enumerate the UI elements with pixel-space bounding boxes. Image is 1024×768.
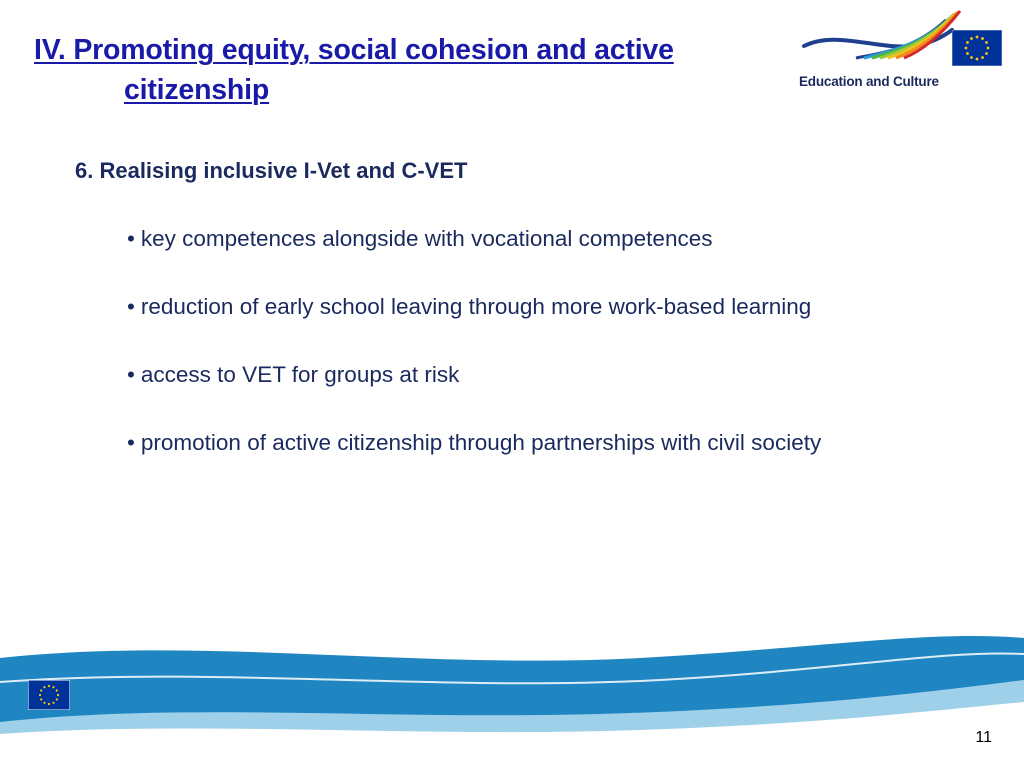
bullet-symbol: •: [127, 294, 135, 319]
eu-star-icon: [40, 689, 42, 691]
slide-title: [34, 30, 794, 110]
education-culture-caption: Education and Culture: [799, 74, 939, 89]
eu-star-icon: [48, 685, 50, 687]
eu-star-icon: [981, 37, 984, 40]
eu-star-icon: [39, 694, 41, 696]
bullet-text: key competences alongside with vocational competences: [140, 226, 713, 251]
eu-star-icon: [52, 702, 54, 704]
eu-star-icon: [966, 41, 969, 44]
eu-star-icon: [976, 58, 979, 61]
bullet-symbol: •: [127, 362, 135, 387]
bullet-item: [127, 358, 917, 392]
eu-star-icon: [985, 41, 988, 44]
eu-star-icon: [970, 56, 973, 59]
eu-star-icon: [970, 37, 973, 40]
bullet-item: [127, 222, 917, 256]
section-subheading: 6. Realising inclusive I-Vet and C-VET: [75, 158, 468, 183]
eu-star-icon: [981, 56, 984, 59]
eu-star-icon: [52, 686, 54, 688]
eu-star-icon: [965, 47, 968, 50]
bullet-text: reduction of early school leaving through more work-based learning: [140, 294, 812, 319]
eu-star-icon: [985, 52, 988, 55]
page-number: 11: [975, 729, 992, 746]
bullet-symbol: •: [127, 430, 135, 455]
bullet-list: [127, 222, 917, 494]
eu-star-icon: [987, 47, 990, 50]
footer-wave: [0, 610, 1024, 768]
eu-star-icon: [57, 694, 59, 696]
eu-star-icon: [56, 698, 58, 700]
eu-star-icon: [56, 689, 58, 691]
bullet-item: [127, 426, 917, 460]
eu-star-icon: [966, 52, 969, 55]
eu-flag-icon: [952, 30, 1002, 66]
eu-star-icon: [976, 36, 979, 39]
eu-flag-icon: [28, 680, 70, 710]
bullet-symbol: •: [127, 226, 135, 251]
eu-star-icon: [43, 686, 45, 688]
bullet-text: promotion of active citizenship through partnerships with civil society: [140, 430, 822, 455]
bullet-item: [127, 290, 917, 324]
eu-star-icon: [40, 698, 42, 700]
bullet-text: access to VET for groups at risk: [140, 362, 460, 387]
eu-star-icon: [48, 703, 50, 705]
slide-title-line-1: IV. Promoting equity, social cohesion and active: [34, 34, 674, 66]
eu-star-icon: [43, 702, 45, 704]
slide-title-line-2: citizenship: [124, 74, 270, 106]
